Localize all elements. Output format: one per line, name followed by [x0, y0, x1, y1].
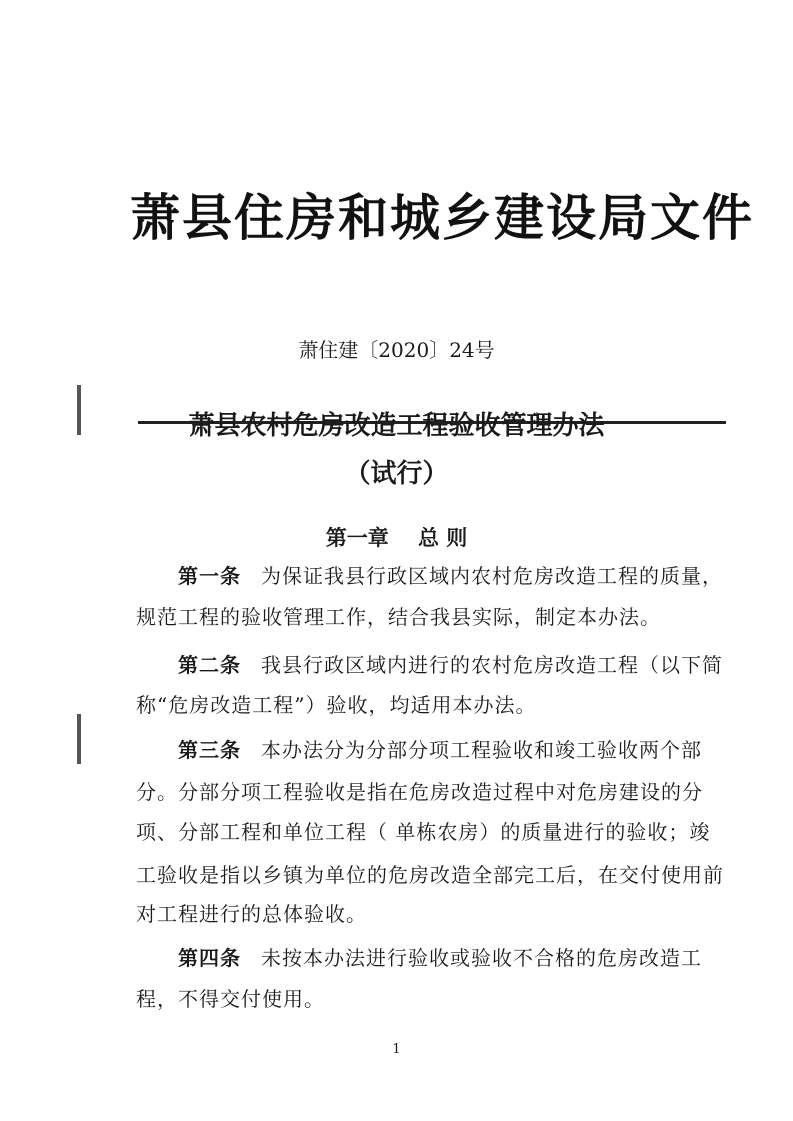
- article-3-label: 第三条: [178, 738, 241, 762]
- article-4-line-2: 程，不得交付使用。: [136, 987, 325, 1011]
- chapter-heading: 第一章 总 则: [325, 526, 468, 550]
- binding-mark-bottom: [77, 714, 81, 764]
- article-3-line-5: 对工程进行的总体验收。: [136, 902, 367, 926]
- article-2-line-1: [178, 649, 723, 678]
- article-1-line-2: 规范工程的验收管理工作，结合我县实际，制定本办法。: [136, 605, 661, 629]
- article-3-line-3: 项、分部工程和单位工程（ 单栋农房）的质量进行的验收；竣: [136, 820, 711, 844]
- article-4-text-1: 未按本办法进行验收或验收不合格的危房改造工: [261, 946, 702, 970]
- article-4-line-1: [178, 942, 702, 971]
- document-number: 萧住建〔2020〕24号: [298, 338, 495, 362]
- document-title: 萧县农村危房改造工程验收管理办法: [188, 411, 605, 441]
- article-2-label: 第二条: [178, 653, 241, 677]
- article-1-text-1: 为保证我县行政区域内农村危房改造工程的质量，: [261, 564, 723, 588]
- article-3-line-4: 工验收是指以乡镇为单位的危房改造全部完工后，在交付使用前: [136, 863, 724, 887]
- article-2-text-1: 我县行政区域内进行的农村危房改造工程（以下简: [261, 653, 723, 677]
- article-1-label: 第一条: [178, 564, 241, 588]
- article-3-text-1: 本办法分为分部分项工程验收和竣工验收两个部: [261, 738, 702, 762]
- article-3-line-1: [178, 734, 702, 763]
- article-3-line-2: 分。分部分项工程验收是指在危房改造过程中对危房建设的分: [136, 780, 703, 804]
- article-2-line-2: 称“危房改造工程”）验收，均适用本办法。: [136, 693, 537, 717]
- article-4-label: 第四条: [178, 946, 241, 970]
- agency-title: 萧县住房和城乡建设局文件: [130, 189, 754, 247]
- page-number: 1: [392, 1042, 401, 1057]
- document-subtitle: （试行）: [344, 459, 449, 489]
- article-1-line-1: [178, 560, 723, 589]
